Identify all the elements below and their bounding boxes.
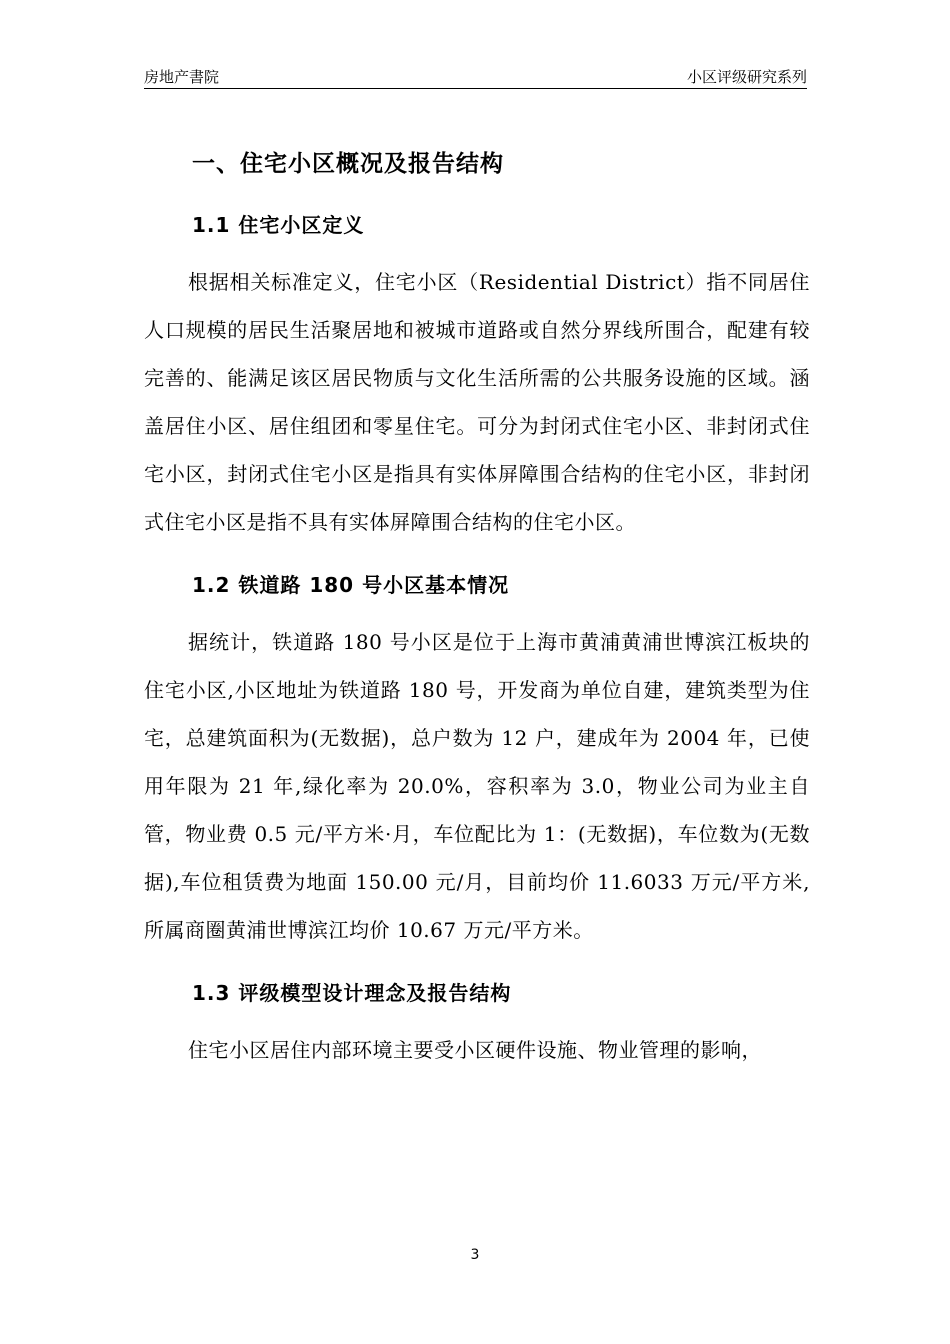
header-right-title: 小区评级研究系列	[686, 68, 807, 86]
page-header	[144, 66, 807, 89]
paragraph-definition: 根据相关标准定义，住宅小区（Residential District）指不同居住人口规模的居民生活聚居地和被城市道路或自然分界线所围合，配建有较完善的、能满足该区居民物质与文化生活所需的公共服务设施的区域。涵盖居住小区、居住组团和零星住宅。可分为封闭式住宅小区、非封闭式住宅小区，封闭式住宅小区是指具有实体屏障围合结构的住宅小区，非封闭式住宅小区是指不具有实体屏障围合结构的住宅小区。	[144, 270, 810, 534]
page-number: 3	[470, 1247, 480, 1263]
subsection-heading-1-3: 1.3 评级模型设计理念及报告结构	[192, 981, 512, 1005]
paragraph-model-design: 住宅小区居住内部环境主要受小区硬件设施、物业管理的影响，	[188, 1038, 762, 1062]
paragraph-basic-info: 据统计，铁道路 180 号小区是位于上海市黄浦黄浦世博滨江板块的住宅小区,小区地址为铁道路 180 号，开发商为单位自建，建筑类型为住宅，总建筑面积为(无数据)，总户数为 12 户，建成年为 2004 年，已使用年限为 21 年,绿化率为 20.0%，容积率为 3.0，物业公司为业主自管，物业费 0.5 元/平方米·月，车位配比为 1：(无数据)，车位数为(无数据),车位租赁费为地面 150.00 元/月，目前均价 11.6033 万元/平方米,所属商圈黄浦世博滨江均价 10.67 万元/平方米。	[144, 630, 810, 942]
header-left-title: 房地产書院	[144, 68, 220, 86]
section-heading: 一、住宅小区概况及报告结构	[192, 151, 504, 177]
document-body	[144, 140, 810, 1074]
subsection-heading-1-1: 1.1 住宅小区定义	[192, 213, 365, 237]
subsection-heading-1-2: 1.2 铁道路 180 号小区基本情况	[192, 573, 510, 597]
